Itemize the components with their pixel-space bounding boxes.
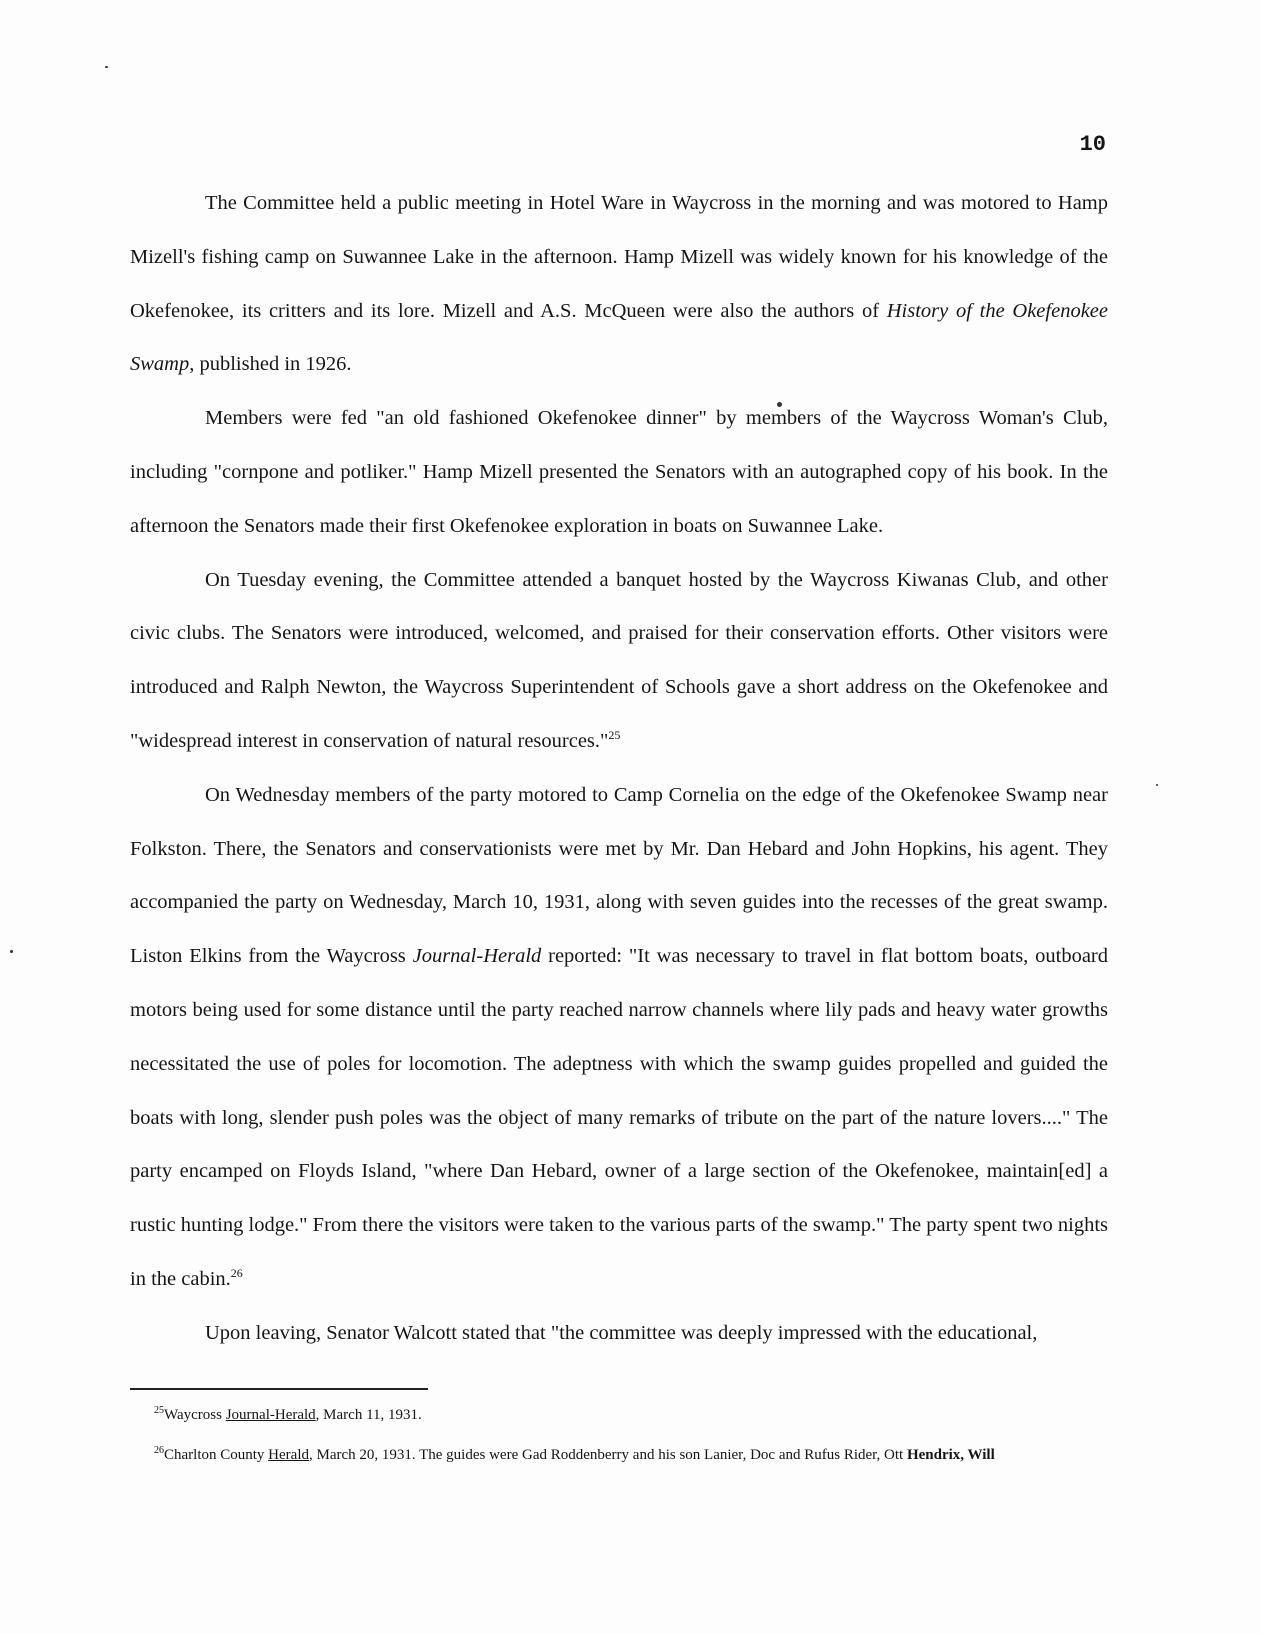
- newspaper-title: Journal-Herald: [225, 1407, 316, 1423]
- footnotes: [130, 1404, 1108, 1484]
- book-title: History of the Okefenokee Swamp: [130, 299, 1108, 376]
- paragraph-text: On Wednesday members of the party motored to Camp Cornelia on the edge of the Okefenokee Swamp near Folkston. There, the Senators and conservationists were met by Mr. Dan Hebard and John Hopkins, his agent. They accompanied the party on Wednesday, March 10, 1931, along with seven guides into the recesses of the great swamp. Liston Elkins from the Waycross: [130, 783, 1108, 968]
- paragraph-2: [130, 392, 1108, 553]
- scan-speck: [105, 66, 108, 68]
- scan-speck: [777, 402, 782, 407]
- paragraph-text: , published in 1926.: [189, 353, 352, 376]
- footnote-ref[interactable]: 25: [608, 727, 621, 742]
- newspaper-title: Herald: [268, 1447, 309, 1463]
- paragraph-5: [130, 1307, 1108, 1361]
- scan-speck: [10, 950, 13, 953]
- footnote-text: , March 11, 1931.: [315, 1407, 422, 1423]
- paragraph-4: [130, 769, 1108, 1307]
- footnote-divider: [130, 1388, 428, 1390]
- paragraph-text: On Tuesday evening, the Committee attended a banquet hosted by the Waycross Kiwanas Club, and other civic clubs. The Senators were introduced, welcomed, and praised for their conservation efforts. Other visitors were introduced and Ralph Newton, the Waycross Superintendent of Schools gave a short address on the Okefenokee and "widespread interest in conservation of natural resources.": [130, 568, 1108, 752]
- footnote-25: [130, 1404, 1108, 1426]
- paragraph-text: reported: "It was necessary to travel in flat bottom boats, outboard motors being used for some distance until the party reached narrow channels where lily pads and heavy water growths necessitated the use of poles for locomotion. The adeptness with which the swamp guides propelled and guided the boats with long, slender push poles was the object of many remarks of tribute on the part of the nature lovers...." The party encamped on Floyds Island, "where Dan Hebard, owner of a large section of the Okefenokee, maintain[ed] a rustic hunting lodge." From there the visitors were taken to the various parts of the swamp." The party spent two nights in the cabin.: [130, 945, 1109, 1290]
- footnote-text: , March 20, 1931. The guides were Gad Roddenberry and his son Lanier, Doc and Rufus Rider, Ott: [308, 1447, 907, 1463]
- page-number: 10: [1079, 132, 1106, 157]
- footnote-text: Waycross: [164, 1407, 226, 1423]
- footnote-number: 26: [154, 1445, 164, 1456]
- footnote-bold-text: Hendrix, Will: [906, 1447, 995, 1463]
- paragraph-text: Upon leaving, Senator Walcott stated that "the committee was deeply impressed with the educational,: [205, 1321, 1038, 1344]
- footnote-ref[interactable]: 26: [230, 1265, 243, 1280]
- footnote-26: [130, 1444, 1108, 1466]
- paragraph-1: [130, 177, 1108, 392]
- footnote-text: Charlton County: [164, 1447, 269, 1463]
- body-text: [130, 177, 1108, 1361]
- footnote-number: 25: [154, 1405, 164, 1416]
- paragraph-3: [130, 554, 1108, 769]
- paragraph-text: Members were fed "an old fashioned Okefenokee dinner" by members of the Waycross Woman's Club, including "cornpone and potliker." Hamp Mizell presented the Senators with an autographed copy of his book. In the afternoon the Senators made their first Okefenokee exploration in boats on Suwannee Lake.: [130, 407, 1108, 537]
- newspaper-title: Journal-Herald: [412, 945, 542, 968]
- scan-speck: [1156, 784, 1158, 786]
- paragraph-text: The Committee held a public meeting in Hotel Ware in Waycross in the morning and was motored to Hamp Mizell's fishing camp on Suwannee Lake in the afternoon. Hamp Mizell was widely known for his knowledge of the Okefenokee, its critters and its lore. Mizell and A.S. McQueen were also the authors of: [130, 192, 1108, 322]
